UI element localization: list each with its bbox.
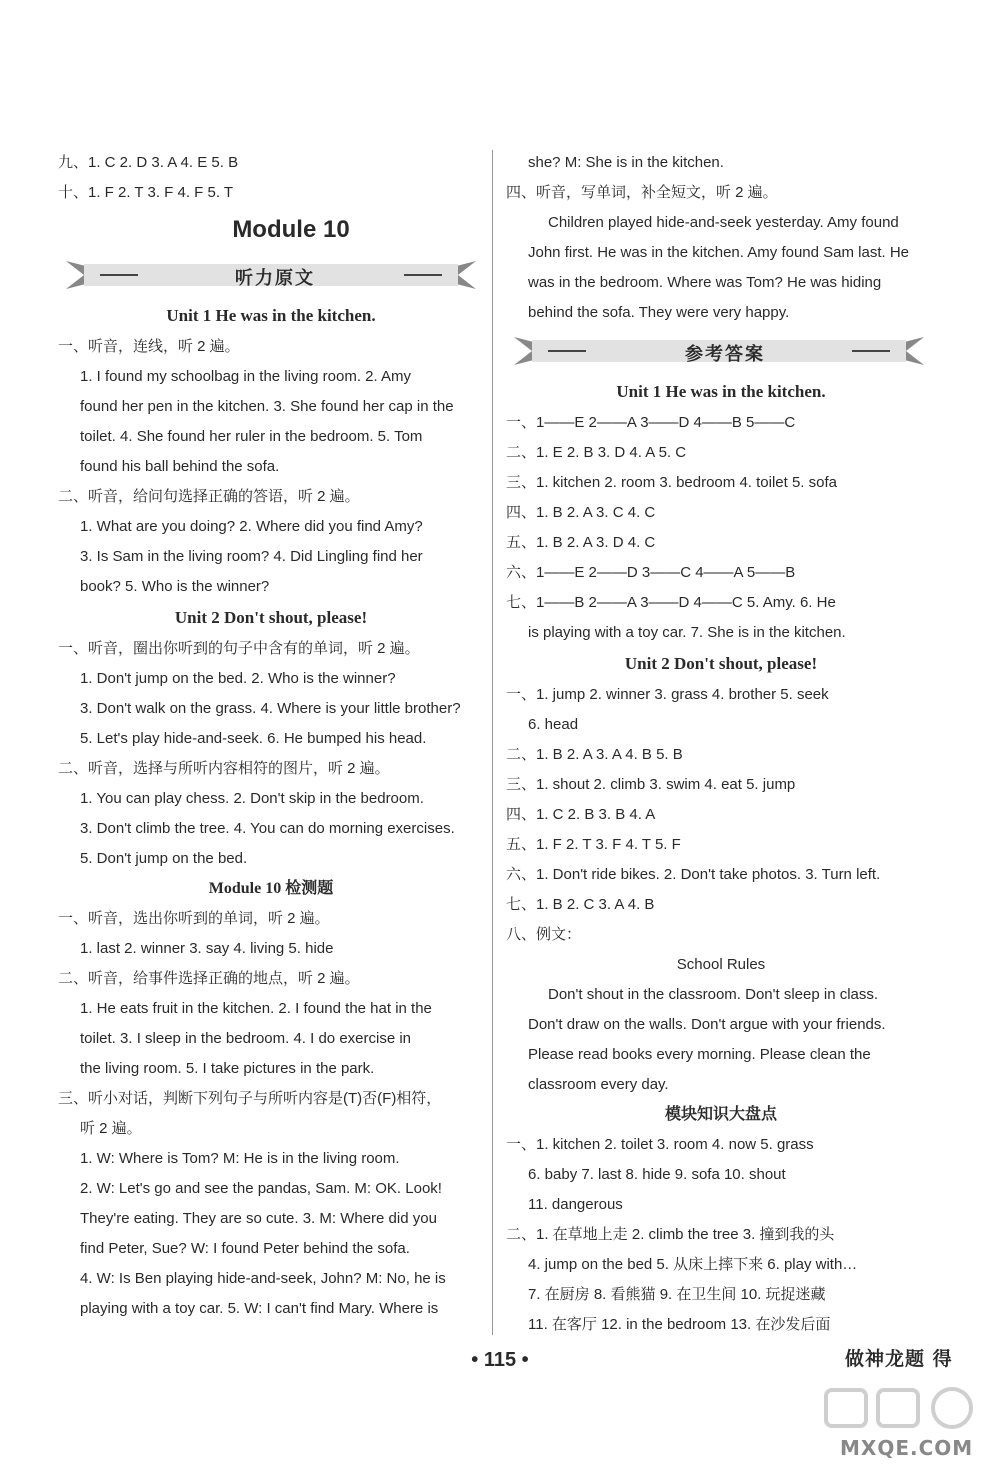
test-q3-heading-cont: 听 2 遍。: [80, 1120, 142, 1137]
essay-title: School Rules: [676, 956, 766, 973]
unit2-q2-line: 3. Don't climb the tree. 4. You can do morning exercises.: [80, 820, 455, 837]
watermark-text: MXQE.COM: [840, 1436, 974, 1460]
answer-line: 二、1. B 2. A 3. A 4. B 5. B: [506, 746, 683, 763]
brand-text: 做神龙题 得: [845, 1348, 953, 1370]
unit2-q1-heading: 一、听音，圈出你听到的句子中含有的单词，听 2 遍。: [58, 640, 420, 657]
test-q3-line: 4. W: Is Ben playing hide-and-seek, John? M: No, he is: [80, 1270, 446, 1287]
answer-line-cont: is playing with a toy car. 7. She is in the kitchen.: [528, 624, 846, 641]
unit1-q2-heading: 二、听音，给问句选择正确的答语，听 2 遍。: [58, 488, 360, 505]
answer-line: 七、1. B 2. C 3. A 4. B: [506, 896, 655, 913]
summary-line: 11. 在客厅 12. in the bedroom 13. 在沙发后面: [528, 1316, 831, 1333]
essay-line: Please read books every morning. Please clean the: [528, 1046, 871, 1063]
test-q3-line: They're eating. They are so cute. 3. M: Where did you: [80, 1210, 437, 1227]
essay-line: Don't draw on the walls. Don't argue with your friends.: [528, 1016, 886, 1033]
test-q2-heading: 二、听音，给事件选择正确的地点，听 2 遍。: [58, 970, 360, 987]
test-q2-line: 1. He eats fruit in the kitchen. 2. I found the hat in the: [80, 1000, 432, 1017]
unit1-q1-line: toilet. 4. She found her ruler in the bedroom. 5. Tom: [80, 428, 423, 445]
answer-line-cont: 6. head: [528, 716, 579, 733]
right-column: [506, 148, 936, 1340]
answer-line: 四、1. B 2. A 3. C 4. C: [506, 504, 656, 521]
summary-line: 4. jump on the bed 5. 从床上摔下来 6. play with…: [528, 1256, 858, 1273]
answers-unit2-title: Unit 2 Don't shout, please!: [624, 654, 818, 673]
column-divider: [492, 150, 493, 1335]
left-column: [58, 148, 484, 1324]
q4-line: was in the bedroom. Where was Tom? He was hiding: [528, 274, 882, 291]
answer-line-9: 九、1. C 2. D 3. A 4. E 5. B: [58, 154, 239, 171]
answer-line: 五、1. B 2. A 3. D 4. C: [506, 534, 656, 551]
unit1-q1-heading: 一、听音，连线，听 2 遍。: [58, 338, 240, 355]
unit1-q1-line: found her pen in the kitchen. 3. She found her cap in the: [80, 398, 454, 415]
answer-line: 七、1——B 2——A 3——D 4——C 5. Amy. 6. He: [506, 594, 836, 611]
q4-line: John first. He was in the kitchen. Amy found Sam last. He: [528, 244, 910, 261]
answer-line: 五、1. F 2. T 3. F 4. T 5. F: [506, 836, 681, 853]
unit1-q1-line: found his ball behind the sofa.: [80, 458, 280, 475]
unit1-title: Unit 1 He was in the kitchen.: [166, 306, 376, 325]
summary-title: 模块知识大盘点: [664, 1106, 777, 1123]
answer-line: 一、1——E 2——A 3——D 4——B 5——C: [506, 414, 796, 431]
answer-line-10: 十、1. F 2. T 3. F 4. F 5. T: [58, 184, 234, 201]
test-q3-line: find Peter, Sue? W: I found Peter behind the sofa.: [80, 1240, 410, 1257]
summary-line: 11. dangerous: [528, 1196, 623, 1213]
answer-line: 四、1. C 2. B 3. B 4. A: [506, 806, 656, 823]
essay-line: Don't shout in the classroom. Don't sleep in class.: [548, 986, 879, 1003]
answer-line: 二、1. E 2. B 3. D 4. A 5. C: [506, 444, 687, 461]
module-title: Module 10: [232, 216, 350, 243]
answer-line: 八、例文：: [506, 926, 582, 943]
watermark-logo-icon: [822, 1384, 982, 1434]
unit2-q2-line: 5. Don't jump on the bed.: [80, 850, 248, 867]
test-q3-heading: 三、听小对话，判断下列句子与所听内容是(T)否(F)相符，: [58, 1090, 442, 1107]
test-title: Module 10 检测题: [208, 880, 334, 897]
summary-line: 二、1. 在草地上走 2. climb the tree 3. 撞到我的头: [506, 1226, 835, 1243]
unit1-q2-line: book? 5. Who is the winner?: [80, 578, 270, 595]
q4-line: behind the sofa. They were very happy.: [528, 304, 790, 321]
unit1-q2-line: 1. What are you doing? 2. Where did you find Amy?: [80, 518, 423, 535]
unit1-q2-line: 3. Is Sam in the living room? 4. Did Lingling find her: [80, 548, 423, 565]
q4-heading: 四、听音，写单词，补全短文，听 2 遍。: [506, 184, 778, 201]
listening-banner-label: 听力原文: [235, 268, 315, 289]
unit2-q2-line: 1. You can play chess. 2. Don't skip in the bedroom.: [80, 790, 424, 807]
answer-line: 一、1. jump 2. winner 3. grass 4. brother 5. seek: [506, 686, 829, 703]
unit2-q2-heading: 二、听音，选择与所听内容相符的图片，听 2 遍。: [58, 760, 390, 777]
unit2-q1-line: 3. Don't walk on the grass. 4. Where is your little brother?: [80, 700, 461, 717]
listening-banner: [66, 258, 484, 292]
test-q3-line: 1. W: Where is Tom? M: He is in the living room.: [80, 1150, 400, 1167]
summary-line: 6. baby 7. last 8. hide 9. sofa 10. shout: [528, 1166, 786, 1183]
continued-line: she? M: She is in the kitchen.: [528, 154, 724, 171]
answer-line: 三、1. shout 2. climb 3. swim 4. eat 5. jump: [506, 776, 796, 793]
unit2-q1-line: 5. Let's play hide-and-seek. 6. He bumped his head.: [80, 730, 427, 747]
test-q2-line: the living room. 5. I take pictures in the park.: [80, 1060, 375, 1077]
unit2-q1-line: 1. Don't jump on the bed. 2. Who is the winner?: [80, 670, 396, 687]
summary-line: 7. 在厨房 8. 看熊猫 9. 在卫生间 10. 玩捉迷藏: [528, 1286, 826, 1303]
answer-line: 六、1. Don't ride bikes. 2. Don't take photos. 3. Turn left.: [506, 866, 881, 883]
test-q2-line: toilet. 3. I sleep in the bedroom. 4. I do exercise in: [80, 1030, 412, 1047]
answers-banner-label: 参考答案: [685, 344, 765, 365]
q4-line: Children played hide-and-seek yesterday. Amy found: [548, 214, 899, 231]
answers-banner: [514, 334, 936, 368]
answers-unit1-title: Unit 1 He was in the kitchen.: [616, 382, 826, 401]
page-number: • 115 •: [471, 1349, 529, 1371]
answer-line: 六、1——E 2——D 3——C 4——A 5——B: [506, 564, 796, 581]
unit2-title: Unit 2 Don't shout, please!: [174, 608, 368, 627]
test-q1-line: 1. last 2. winner 3. say 4. living 5. hide: [80, 940, 334, 957]
answer-line: 三、1. kitchen 2. room 3. bedroom 4. toilet 5. sofa: [506, 474, 837, 491]
summary-line: 一、1. kitchen 2. toilet 3. room 4. now 5. grass: [506, 1136, 814, 1153]
test-q3-line: 2. W: Let's go and see the pandas, Sam. M: OK. Look!: [80, 1180, 442, 1197]
test-q1-heading: 一、听音，选出你听到的单词，听 2 遍。: [58, 910, 330, 927]
essay-line: classroom every day.: [528, 1076, 669, 1093]
unit1-q1-line: 1. I found my schoolbag in the living room. 2. Amy: [80, 368, 412, 385]
test-q3-line: playing with a toy car. 5. W: I can't find Mary. Where is: [80, 1300, 439, 1317]
